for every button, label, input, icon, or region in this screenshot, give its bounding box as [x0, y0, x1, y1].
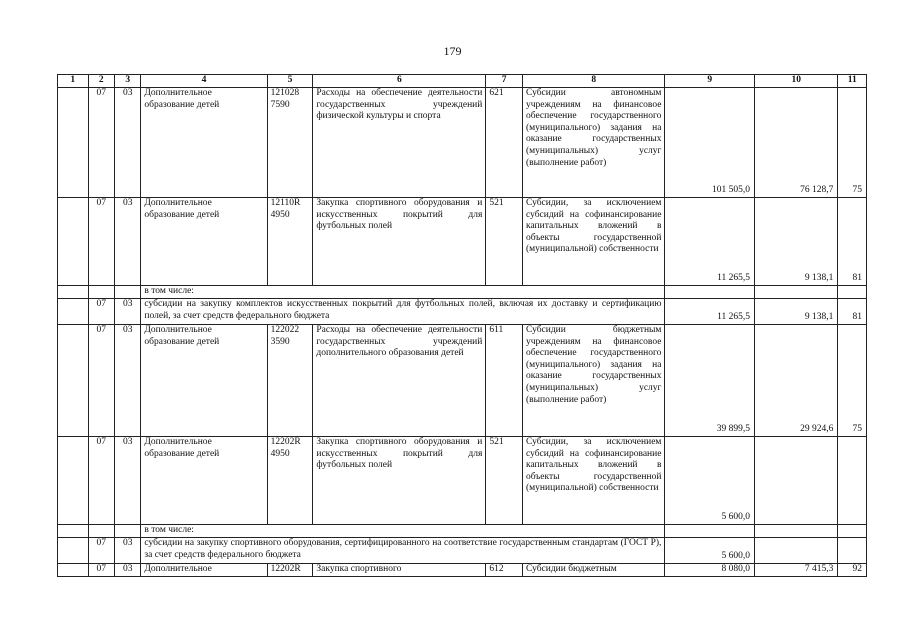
- table-cell: [114, 286, 140, 299]
- executed-amount: 9 138,1: [754, 198, 837, 286]
- column-header: 11: [838, 75, 867, 88]
- table-cell: [58, 437, 89, 525]
- executed-amount: 29 924,6: [754, 325, 837, 437]
- subsection-code: 03: [114, 299, 140, 325]
- table-row: [58, 538, 867, 564]
- planned-amount: 5 600,0: [665, 538, 755, 564]
- executed-amount: 9 138,1: [754, 299, 837, 325]
- planned-amount: 101 505,0: [665, 88, 755, 198]
- expense-type-description: Субсидии бюджетным: [522, 564, 664, 577]
- execution-percent: [838, 538, 867, 564]
- executed-amount: 7 415,3: [754, 564, 837, 577]
- item-name: Дополнительное: [141, 564, 267, 577]
- table-cell: [58, 299, 89, 325]
- table-row: [58, 525, 867, 538]
- table-cell: [838, 525, 867, 538]
- planned-amount: 11 265,5: [665, 198, 755, 286]
- expense-description: Закупка спортивного оборудования и искусственных покрытий для футбольных полей: [313, 198, 486, 286]
- column-header: 7: [486, 75, 523, 88]
- column-header: 10: [754, 75, 837, 88]
- table-cell: [58, 325, 89, 437]
- section-code: 07: [88, 564, 114, 577]
- subsection-code: 03: [114, 437, 140, 525]
- column-header: 1: [58, 75, 89, 88]
- subsection-code: 03: [114, 198, 140, 286]
- column-header: 2: [88, 75, 114, 88]
- execution-percent: 81: [838, 198, 867, 286]
- table-cell: [88, 286, 114, 299]
- execution-percent: 81: [838, 299, 867, 325]
- planned-amount: 8 080,0: [665, 564, 755, 577]
- table-row: [58, 299, 867, 325]
- column-header: 6: [313, 75, 486, 88]
- subsection-code: 03: [114, 325, 140, 437]
- column-header: 5: [267, 75, 313, 88]
- column-header: 4: [141, 75, 267, 88]
- table-cell: [58, 198, 89, 286]
- expense-description: Закупка спортивного оборудования и искусственных покрытий для футбольных полей: [313, 437, 486, 525]
- expense-type-code: 521: [486, 437, 523, 525]
- table-cell: [665, 525, 755, 538]
- table-cell: [58, 525, 89, 538]
- expense-type-code: 612: [486, 564, 523, 577]
- section-code: 07: [88, 299, 114, 325]
- expense-type-description: Субсидии автономным учреждениям на финансовое обеспечение государственного (муниципального) задания на оказание государственных (муниципальных) услуг (выполнение работ): [522, 88, 664, 198]
- header-row: [58, 75, 867, 88]
- table-row: [58, 437, 867, 525]
- table-cell: [58, 286, 89, 299]
- planned-amount: 39 899,5: [665, 325, 755, 437]
- note-label: в том числе:: [141, 286, 665, 299]
- item-name: Дополнительное образование детей: [141, 88, 267, 198]
- execution-percent: 75: [838, 325, 867, 437]
- table-row: [58, 564, 867, 577]
- execution-percent: 75: [838, 88, 867, 198]
- section-code: 07: [88, 538, 114, 564]
- section-code: 07: [88, 325, 114, 437]
- item-name: Дополнительное образование детей: [141, 198, 267, 286]
- subsidy-description: субсидии на закупку комплектов искусственных покрытий для футбольных полей, включая их доставку и сертификацию полей, за счет средств федерального бюджета: [141, 299, 665, 325]
- target-code: 12202R 4950: [267, 437, 313, 525]
- planned-amount: 5 600,0: [665, 437, 755, 525]
- execution-percent: [838, 437, 867, 525]
- expense-type-description: Субсидии, за исключением субсидий на софинансирование капитальных вложений в объекты государственной (муниципальной) собственности: [522, 198, 664, 286]
- table-cell: [88, 525, 114, 538]
- target-code: 122022 3590: [267, 325, 313, 437]
- table-cell: [665, 286, 755, 299]
- expense-type-code: 621: [486, 88, 523, 198]
- table-cell: [58, 88, 89, 198]
- budget-table: [57, 74, 867, 577]
- section-code: 07: [88, 88, 114, 198]
- expense-type-description: Субсидии, за исключением субсидий на софинансирование капитальных вложений в объекты государственной (муниципальной) собственности: [522, 437, 664, 525]
- target-code: 12202R: [267, 564, 313, 577]
- executed-amount: [754, 437, 837, 525]
- expense-type-description: Субсидии бюджетным учреждениям на финансовое обеспечение государственного (муниципального) задания на оказание государственных (муниципальных) услуг (выполнение работ): [522, 325, 664, 437]
- column-header: 9: [665, 75, 755, 88]
- note-label: в том числе:: [141, 525, 665, 538]
- table-cell: [838, 286, 867, 299]
- executed-amount: [754, 538, 837, 564]
- table-cell: [58, 564, 89, 577]
- target-code: 121028 7590: [267, 88, 313, 198]
- table-row: [58, 286, 867, 299]
- section-code: 07: [88, 437, 114, 525]
- expense-description: Закупка спортивного: [313, 564, 486, 577]
- subsection-code: 03: [114, 88, 140, 198]
- column-header: 3: [114, 75, 140, 88]
- subsection-code: 03: [114, 564, 140, 577]
- subsidy-description: субсидии на закупку спортивного оборудования, сертифицированного на соответствие государственным стандартам (ГОСТ Р), за счет средств федерального бюджета: [141, 538, 665, 564]
- item-name: Дополнительное образование детей: [141, 325, 267, 437]
- table-row: [58, 325, 867, 437]
- execution-percent: 92: [838, 564, 867, 577]
- planned-amount: 11 265,5: [665, 299, 755, 325]
- expense-description: Расходы на обеспечение деятельности государственных учреждений физической культуры и спорта: [313, 88, 486, 198]
- expense-description: Расходы на обеспечение деятельности государственных учреждений дополнительного образования детей: [313, 325, 486, 437]
- item-name: Дополнительное образование детей: [141, 437, 267, 525]
- table-cell: [754, 286, 837, 299]
- subsection-code: 03: [114, 538, 140, 564]
- table-row: [58, 198, 867, 286]
- page-number: 179: [443, 44, 462, 58]
- expense-type-code: 611: [486, 325, 523, 437]
- table-cell: [754, 525, 837, 538]
- table-row: [58, 88, 867, 198]
- executed-amount: 76 128,7: [754, 88, 837, 198]
- target-code: 12110R 4950: [267, 198, 313, 286]
- column-header: 8: [522, 75, 664, 88]
- expense-type-code: 521: [486, 198, 523, 286]
- section-code: 07: [88, 198, 114, 286]
- table-cell: [58, 538, 89, 564]
- table-cell: [114, 525, 140, 538]
